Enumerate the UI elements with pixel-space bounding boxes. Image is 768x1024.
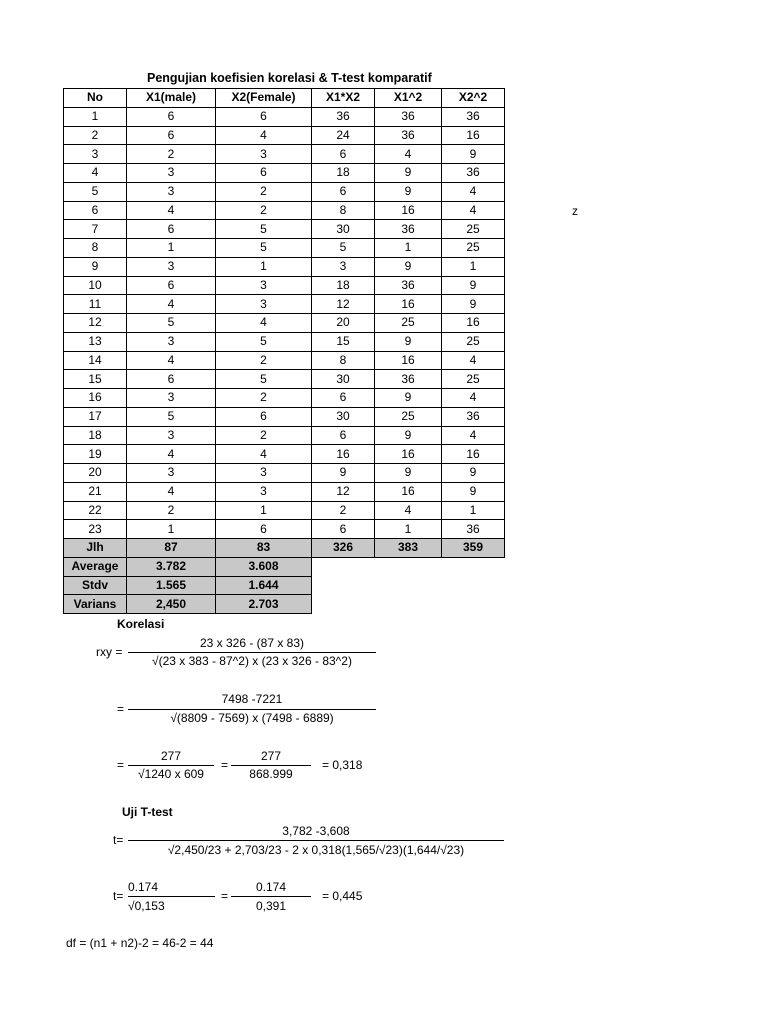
equals-sign: =: [117, 702, 125, 716]
df-line: df = (n1 + n2)-2 = 46-2 = 44: [66, 936, 214, 950]
table-cell: 6: [216, 164, 312, 183]
table-row: [64, 201, 505, 220]
t-label: t=: [113, 833, 124, 847]
table-cell: 8: [312, 201, 375, 220]
table-cell: 3: [127, 164, 216, 183]
table-header-row: [64, 89, 505, 108]
table-cell: 1: [375, 520, 442, 539]
table-cell: 18: [312, 164, 375, 183]
fraction-bar: [128, 709, 376, 710]
table-cell: 24: [312, 126, 375, 145]
table-cell: 9: [375, 389, 442, 408]
table-row: [64, 370, 505, 389]
ttest-f2b-numerator: 0.174: [255, 880, 287, 894]
korelasi-f3a-numerator: 277: [160, 749, 182, 763]
table-cell: 16: [442, 445, 505, 464]
table-cell: 9: [442, 295, 505, 314]
table-cell: 36: [375, 220, 442, 239]
empty-cell: [442, 557, 505, 576]
table-row: [64, 107, 505, 126]
table-row: [64, 482, 505, 501]
table-row: [64, 407, 505, 426]
table-cell: 1: [375, 239, 442, 258]
table-cell: 22: [64, 501, 127, 520]
ttest-f1-numerator: 3,782 -3,608: [282, 824, 350, 838]
col-header: X1(male): [127, 89, 216, 108]
table-row: [64, 257, 505, 276]
table-cell: 5: [64, 182, 127, 201]
korelasi-f3a-denominator: √1240 x 609: [138, 767, 204, 781]
table-cell: 6: [312, 520, 375, 539]
korelasi-f3b-denominator: 868.999: [249, 767, 293, 781]
stats-value: 1.565: [127, 576, 216, 595]
table-cell: 6: [312, 389, 375, 408]
table-cell: 25: [442, 370, 505, 389]
table-cell: 2: [216, 351, 312, 370]
equals-sign: =: [117, 758, 125, 772]
fraction-bar: [128, 840, 504, 841]
table-cell: 30: [312, 407, 375, 426]
stats-value: 3.782: [127, 557, 216, 576]
table-cell: 25: [375, 314, 442, 333]
table-cell: 2: [216, 182, 312, 201]
table-cell: 6: [127, 276, 216, 295]
sum-cell: 87: [127, 539, 216, 558]
table-cell: 6: [127, 107, 216, 126]
table-cell: 25: [442, 220, 505, 239]
table-cell: 30: [312, 370, 375, 389]
table-cell: 5: [216, 370, 312, 389]
table-cell: 15: [312, 332, 375, 351]
table-cell: 6: [216, 520, 312, 539]
table-row: [64, 295, 505, 314]
table-cell: 36: [375, 276, 442, 295]
t-label: t=: [113, 889, 124, 903]
table-cell: 1: [64, 107, 127, 126]
table-cell: 21: [64, 482, 127, 501]
sheet-title: Pengujian koefisien korelasi & T-test komparatif: [147, 71, 432, 85]
table-row: [64, 145, 505, 164]
table-cell: 36: [442, 164, 505, 183]
col-header: X1*X2: [312, 89, 375, 108]
table-cell: 15: [64, 370, 127, 389]
table-cell: 2: [127, 145, 216, 164]
korelasi-f3b-numerator: 277: [260, 749, 282, 763]
table-cell: 4: [64, 164, 127, 183]
table-cell: 9: [375, 332, 442, 351]
table-cell: 6: [312, 182, 375, 201]
table-cell: 9: [442, 482, 505, 501]
ttest-f2b-denominator: 0,391: [255, 899, 287, 913]
table-cell: 9: [375, 257, 442, 276]
table-cell: 2: [216, 389, 312, 408]
table-cell: 16: [375, 295, 442, 314]
table-cell: 18: [64, 426, 127, 445]
table-cell: 16: [64, 389, 127, 408]
table-cell: 5: [312, 239, 375, 258]
stats-label: Average: [64, 557, 127, 576]
empty-cell: [375, 576, 442, 595]
table-row: [64, 332, 505, 351]
table-cell: 1: [216, 257, 312, 276]
table-cell: 13: [64, 332, 127, 351]
table-cell: 6: [127, 126, 216, 145]
table-cell: 18: [312, 276, 375, 295]
fraction-bar: [128, 765, 214, 766]
table-cell: 3: [127, 332, 216, 351]
fraction-bar: [231, 896, 311, 897]
table-cell: 7: [64, 220, 127, 239]
table-cell: 6: [216, 107, 312, 126]
table-cell: 5: [216, 220, 312, 239]
data-table: [63, 88, 505, 614]
table-row: [64, 389, 505, 408]
table-cell: 25: [442, 332, 505, 351]
table-cell: 4: [127, 482, 216, 501]
stats-value: 2,450: [127, 595, 216, 614]
rxy-label: rxy =: [96, 645, 123, 659]
stats-label: Stdv: [64, 576, 127, 595]
sum-cell: 83: [216, 539, 312, 558]
sum-row: [64, 539, 505, 558]
table-cell: 4: [442, 426, 505, 445]
table-cell: 6: [216, 407, 312, 426]
col-header: No: [64, 89, 127, 108]
stats-label: Varians: [64, 595, 127, 614]
table-cell: 16: [442, 126, 505, 145]
table-cell: 16: [375, 201, 442, 220]
ttest-f2a-numerator: 0.174: [128, 880, 159, 894]
table-row: [64, 351, 505, 370]
stats-value: 3.608: [216, 557, 312, 576]
table-cell: 6: [64, 201, 127, 220]
ttest-heading: Uji T-test: [122, 805, 173, 819]
sum-cell: 326: [312, 539, 375, 558]
table-cell: 12: [312, 482, 375, 501]
ttest-f2a-denominator: √0,153: [128, 899, 165, 913]
table-cell: 4: [127, 445, 216, 464]
table-row: [64, 501, 505, 520]
fraction-bar: [231, 765, 311, 766]
ttest-f1-denominator: √2,450/23 + 2,703/23 - 2 x 0,318(1,565/√23)(1,644/√23): [167, 843, 465, 857]
table-cell: 6: [127, 220, 216, 239]
table-cell: 11: [64, 295, 127, 314]
fraction-bar: [128, 652, 376, 653]
table-cell: 6: [312, 426, 375, 445]
table-cell: 6: [312, 145, 375, 164]
table-cell: 4: [442, 351, 505, 370]
table-cell: 4: [127, 201, 216, 220]
empty-cell: [375, 595, 442, 614]
table-cell: 36: [442, 520, 505, 539]
table-cell: 2: [216, 201, 312, 220]
stats-row: [64, 595, 505, 614]
table-cell: 10: [64, 276, 127, 295]
ttest-result: = 0,445: [322, 889, 363, 903]
stats-row: [64, 576, 505, 595]
table-cell: 9: [442, 145, 505, 164]
table-cell: 1: [442, 501, 505, 520]
table-cell: 25: [442, 239, 505, 258]
table-cell: 23: [64, 520, 127, 539]
table-cell: 9: [312, 464, 375, 483]
equals-sign: =: [221, 889, 229, 903]
table-cell: 3: [216, 145, 312, 164]
sum-cell: Jlh: [64, 539, 127, 558]
table-cell: 16: [375, 351, 442, 370]
stats-row: [64, 557, 505, 576]
table-row: [64, 276, 505, 295]
table-cell: 17: [64, 407, 127, 426]
table-cell: 5: [216, 239, 312, 258]
korelasi-f2-denominator: √(8809 - 7569) x (7498 - 6889): [170, 711, 334, 725]
korelasi-f1-denominator: √(23 x 383 - 87^2) x (23 x 326 - 83^2): [152, 654, 352, 668]
korelasi-f1-numerator: 23 x 326 - (87 x 83): [199, 636, 305, 650]
table-cell: 9: [375, 164, 442, 183]
table-cell: 36: [442, 407, 505, 426]
table-cell: 36: [375, 107, 442, 126]
stats-value: 2.703: [216, 595, 312, 614]
table-cell: 3: [216, 295, 312, 314]
empty-cell: [442, 576, 505, 595]
table-cell: 1: [216, 501, 312, 520]
table-row: [64, 182, 505, 201]
col-header: X1^2: [375, 89, 442, 108]
table-cell: 6: [127, 370, 216, 389]
table-cell: 9: [375, 464, 442, 483]
table-cell: 3: [216, 482, 312, 501]
sum-cell: 383: [375, 539, 442, 558]
table-cell: 4: [216, 314, 312, 333]
side-note: z: [572, 204, 578, 218]
table-cell: 30: [312, 220, 375, 239]
korelasi-f2-numerator: 7498 -7221: [221, 692, 283, 706]
table-cell: 3: [216, 276, 312, 295]
table-row: [64, 426, 505, 445]
table-cell: 4: [442, 182, 505, 201]
empty-cell: [312, 595, 375, 614]
korelasi-result: = 0,318: [322, 758, 363, 772]
table-cell: 5: [127, 314, 216, 333]
table-cell: 12: [312, 295, 375, 314]
table-cell: 3: [216, 464, 312, 483]
table-row: [64, 445, 505, 464]
empty-cell: [442, 595, 505, 614]
col-header: X2^2: [442, 89, 505, 108]
table-cell: 1: [442, 257, 505, 276]
table-cell: 4: [442, 389, 505, 408]
table-row: [64, 464, 505, 483]
table-cell: 4: [442, 201, 505, 220]
table-cell: 36: [375, 370, 442, 389]
table-cell: 9: [442, 464, 505, 483]
table-cell: 36: [442, 107, 505, 126]
table-cell: 4: [375, 145, 442, 164]
table-cell: 16: [312, 445, 375, 464]
table-cell: 20: [312, 314, 375, 333]
table-cell: 25: [375, 407, 442, 426]
table-cell: 4: [127, 295, 216, 314]
table-cell: 1: [127, 520, 216, 539]
table-cell: 3: [127, 257, 216, 276]
stats-value: 1.644: [216, 576, 312, 595]
table-cell: 9: [375, 426, 442, 445]
table-cell: 5: [216, 332, 312, 351]
table-cell: 9: [375, 182, 442, 201]
table-cell: 4: [375, 501, 442, 520]
table-cell: 14: [64, 351, 127, 370]
korelasi-heading: Korelasi: [117, 617, 165, 631]
table-cell: 3: [127, 182, 216, 201]
empty-cell: [375, 557, 442, 576]
table-cell: 2: [312, 501, 375, 520]
table-row: [64, 164, 505, 183]
table-cell: 8: [312, 351, 375, 370]
table-cell: 3: [127, 464, 216, 483]
fraction-bar: [128, 896, 215, 897]
table-cell: 4: [216, 126, 312, 145]
table-cell: 19: [64, 445, 127, 464]
empty-cell: [312, 576, 375, 595]
table-cell: 4: [216, 445, 312, 464]
table-row: [64, 520, 505, 539]
table-cell: 12: [64, 314, 127, 333]
table-cell: 4: [127, 351, 216, 370]
col-header: X2(Female): [216, 89, 312, 108]
sum-cell: 359: [442, 539, 505, 558]
table-cell: 2: [216, 426, 312, 445]
table-cell: 2: [127, 501, 216, 520]
table-cell: 3: [127, 426, 216, 445]
table-row: [64, 239, 505, 258]
empty-cell: [312, 557, 375, 576]
table-cell: 8: [64, 239, 127, 258]
table-cell: 5: [127, 407, 216, 426]
table-cell: 3: [127, 389, 216, 408]
table-cell: 9: [442, 276, 505, 295]
table-cell: 3: [312, 257, 375, 276]
table-cell: 9: [64, 257, 127, 276]
table-row: [64, 314, 505, 333]
table-cell: 16: [442, 314, 505, 333]
table-cell: 36: [312, 107, 375, 126]
table-cell: 20: [64, 464, 127, 483]
table-cell: 3: [64, 145, 127, 164]
table-cell: 16: [375, 482, 442, 501]
table-cell: 1: [127, 239, 216, 258]
table-row: [64, 220, 505, 239]
table-cell: 2: [64, 126, 127, 145]
table-row: [64, 126, 505, 145]
table-cell: 36: [375, 126, 442, 145]
equals-sign: =: [221, 758, 229, 772]
table-cell: 16: [375, 445, 442, 464]
